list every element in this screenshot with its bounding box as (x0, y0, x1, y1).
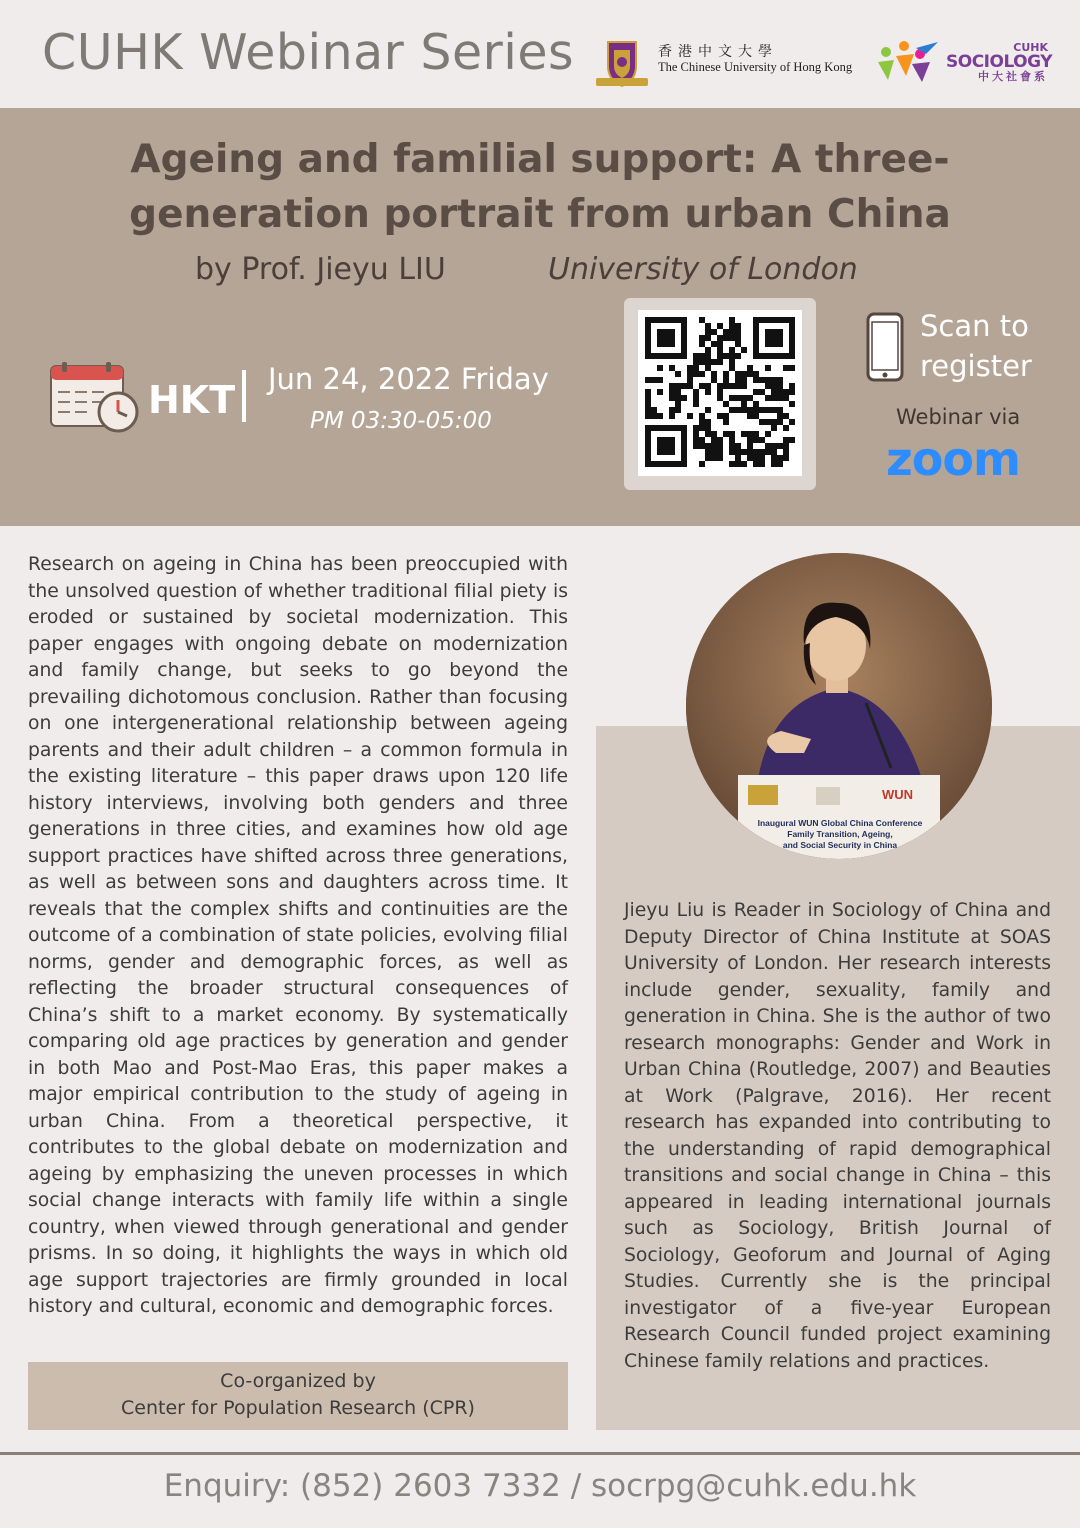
speaker-portrait-icon (686, 553, 992, 859)
registration-qr-code[interactable] (638, 310, 802, 476)
sociology-logo-zh: 中大社會系 (978, 70, 1048, 84)
sociology-logo (946, 41, 1053, 84)
enquiry-contact[interactable]: Enquiry: (852) 2603 7332 / socrpg@cuhk.edu.hk (163, 1468, 917, 1504)
event-date: Jun 24, 2022 Friday (268, 362, 549, 396)
zoom-logo: zoom (886, 432, 1020, 486)
coorganizer-name: Center for Population Research (CPR) (121, 1397, 475, 1419)
abstract-text: Research on ageing in China has been preoccupied with the unsolved question of whether traditional filial piety is eroded or sustained by societal modernization. This paper engages with ongoing debate on modernization and family change, but seeks to go beyond the prevailing dichotomous conclusion. Rather than focusing on one intergenerational relationship between ageing parents and their adult children – a common formula in the existing literature – this paper draws upon 120 life history interviews, involving both genders and three generations in three cities, and examines how old age support practices have shifted across three generations, as well as between sons and daughters across time. It reveals that the complex shifts and continuities are the outcome of a combination of state policies, evolving filial norms, gender and demographic forces, as well as reflecting the broader structural consequences of China’s shift to a market economy. By systematically comparing old age practices by generation and gender in both Mao and Post-Mao Eras, this paper makes a major empirical contribution to the study of ageing in urban China. From a theoretical perspective, it contributes to the global debate on modernization and ageing by emphasizing the uneven processes in which social change interacts with family life within a single country, when viewed through generational and gender prisms. In so doing, it highlights the ways in which old age support trajectories are firmly grounded in local history and cultural, economic and demographic forces. (28, 554, 568, 1317)
cuhk-crest-icon (592, 40, 652, 88)
webinar-via-label: Webinar via (896, 405, 1021, 429)
speaker-affiliation: University of London (548, 252, 858, 287)
podium-sign-line-1: Inaugural WUN Global China Conference (757, 818, 923, 828)
divider (242, 370, 246, 422)
speaker-name: by Prof. Jieyu LIU (195, 252, 446, 287)
podium-logo: WUN (882, 787, 914, 802)
cuhk-name-zh: 香港中文大學 (658, 44, 778, 60)
cuhk-name (658, 44, 852, 74)
sociology-logo-word: SOCIOLOGY (946, 51, 1053, 72)
scan-line-2: register (920, 349, 1032, 383)
sociology-logo-cuhk: CUHK (1013, 41, 1048, 54)
event-time: PM 03:30-05:00 (310, 408, 492, 434)
timezone-label: HKT (148, 378, 236, 422)
scan-line-1: Scan to (920, 309, 1029, 343)
qr-code-icon (638, 310, 802, 476)
event-title: Ageing and familial support: A three-generation portrait from urban China (129, 137, 951, 237)
footer-divider (0, 1452, 1080, 1455)
series-title: CUHK Webinar Series (42, 24, 575, 81)
podium-sign-line-3: and Social Security in China (782, 840, 898, 850)
sociology-people-icon (876, 40, 942, 84)
podium-sign (742, 818, 938, 851)
speaker-photo (686, 553, 992, 859)
podium-sign-line-2: Family Transition, Ageing, (787, 829, 893, 839)
coorganizer-box (28, 1362, 568, 1430)
phone-icon (866, 312, 904, 382)
cuhk-name-en: The Chinese University of Hong Kong (658, 60, 853, 75)
coorganizer-label: Co-organized by (220, 1370, 376, 1392)
speaker-bio: Jieyu Liu is Reader in Sociology of China and Deputy Director of China Institute at SOAS University of London. Her research interests include gender, sexuality, family and generation in China. She is the author of two research monographs: Gender and Work in Urban China (Routledge, 2007) and Beauties at Work (Palgrave, 2016). Her recent research has expanded into contributing to the understanding of rapid demographical transitions and social change in China – this appeared in leading international journals such as Sociology, British Journal of Sociology, Geoforum and Journal of Aging Studies. Currently she is the principal investigator of a five-year European Research Council funded project examining Chinese family relations and practices. (624, 900, 1051, 1372)
calendar-clock-icon (48, 360, 142, 434)
scan-to-register (920, 306, 1032, 386)
